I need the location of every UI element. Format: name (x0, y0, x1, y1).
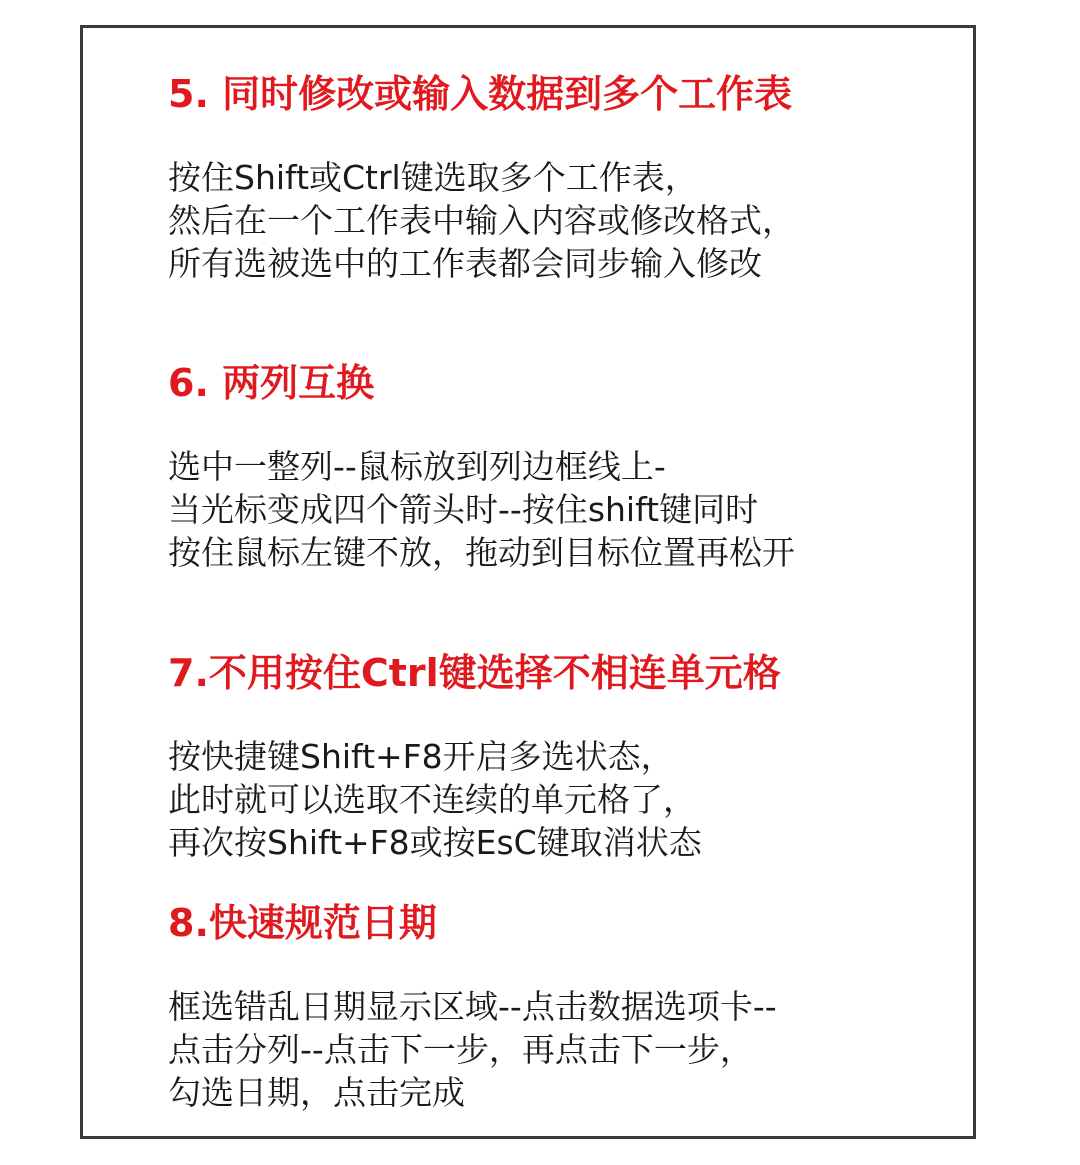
section-body (168, 985, 968, 1114)
section-7 (168, 651, 968, 864)
section-5 (168, 72, 968, 285)
section-title: 6. 两列互换 (168, 361, 375, 405)
body-line: 当光标变成四个箭头时--按住shift键同时 (168, 490, 759, 529)
body-line: 所有选被选中的工作表都会同步输入修改 (168, 244, 762, 283)
section-body (168, 156, 968, 285)
body-line: 此时就可以选取不连续的单元格了， (168, 780, 696, 819)
body-line: 按住鼠标左键不放，拖动到目标位置再松开 (168, 533, 795, 572)
body-line: 然后在一个工作表中输入内容或修改格式， (168, 201, 795, 240)
section-6 (168, 361, 968, 574)
body-line: 点击分列--点击下一步，再点击下一步， (168, 1030, 753, 1069)
content-frame (80, 25, 976, 1139)
body-line: 再次按Shift+F8或按EsC键取消状态 (168, 823, 702, 862)
section-body (168, 735, 968, 864)
section-title: 5. 同时修改或输入数据到多个工作表 (168, 72, 793, 116)
body-line: 按住Shift或Ctrl键选取多个工作表， (168, 158, 698, 197)
section-body (168, 445, 968, 574)
body-line: 按快捷键Shift+F8开启多选状态， (168, 737, 674, 776)
section-8 (168, 901, 968, 1114)
section-title: 7.不用按住Ctrl键选择不相连单元格 (168, 651, 781, 695)
body-line: 框选错乱日期显示区域--点击数据选项卡-- (168, 987, 777, 1026)
body-line: 勾选日期，点击完成 (168, 1073, 465, 1112)
section-title: 8.快速规范日期 (168, 901, 437, 945)
body-line: 选中一整列--鼠标放到列边框线上- (168, 447, 666, 486)
